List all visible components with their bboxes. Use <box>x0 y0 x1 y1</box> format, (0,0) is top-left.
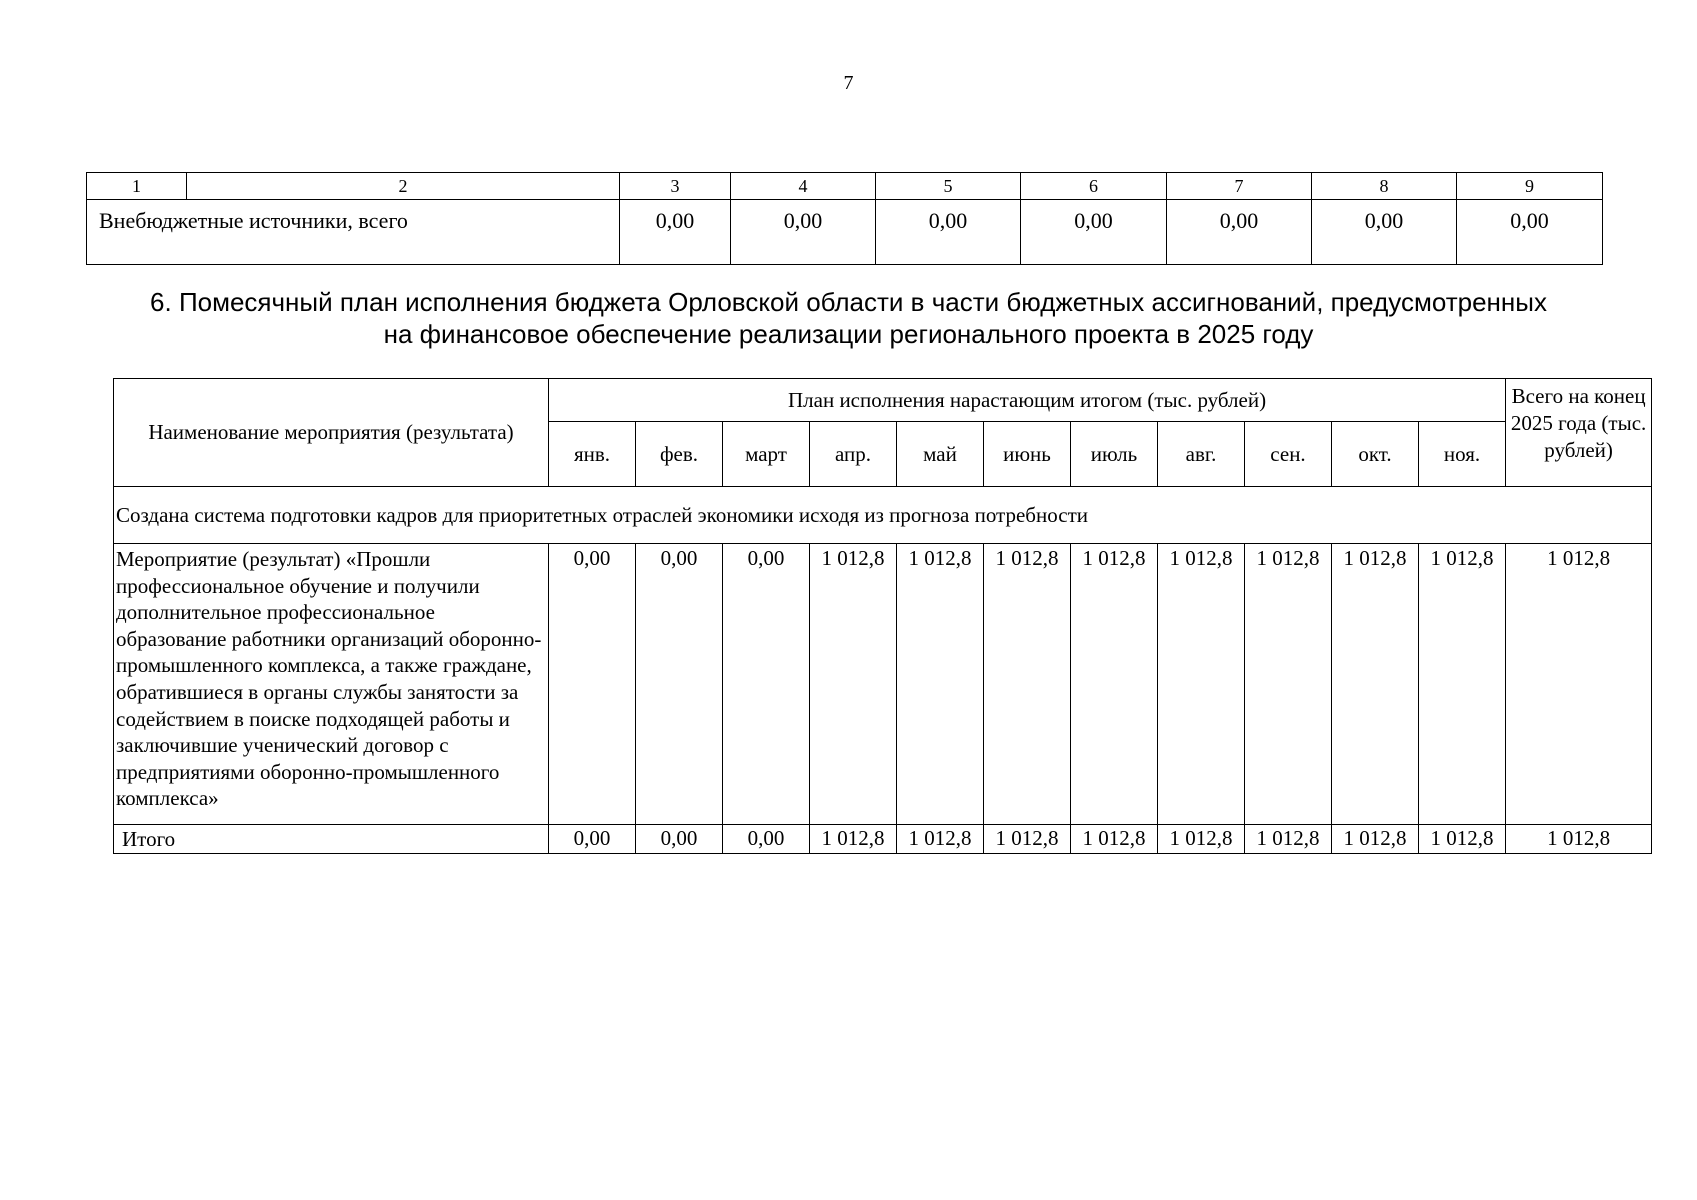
header-name: Наименование мероприятия (результата) <box>114 379 549 487</box>
table-cell: 0,00 <box>876 200 1021 265</box>
column-number: 3 <box>620 173 731 200</box>
month-header: март <box>723 422 810 487</box>
item-name: Мероприятие (результат) «Прошли профессиональное обучение и получили дополнительное профессиональное образование работники организаций оборонно-промышленного комплекса, а также граждане, обратившиеся в органы службы занятости за содействием в поиске подходящей работы и заключившие ученический договор с предприятиями оборонно-промышленного комплекса» <box>114 544 549 825</box>
table-cell: 1 012,8 <box>897 544 984 825</box>
month-header: май <box>897 422 984 487</box>
table-cell: 0,00 <box>723 824 810 853</box>
month-header: янв. <box>549 422 636 487</box>
table-cell: 0,00 <box>549 824 636 853</box>
table-cell-total: 1 012,8 <box>1506 544 1652 825</box>
table-cell: 0,00 <box>723 544 810 825</box>
table-cell: 1 012,8 <box>984 544 1071 825</box>
table-cell: 1 012,8 <box>984 824 1071 853</box>
total-row <box>114 824 1652 853</box>
table-cell: 1 012,8 <box>1158 824 1245 853</box>
table-cell: 1 012,8 <box>1419 544 1506 825</box>
extrabudgetary-row <box>87 200 1603 265</box>
column-number: 1 <box>87 173 187 200</box>
month-header: авг. <box>1158 422 1245 487</box>
month-header: июль <box>1071 422 1158 487</box>
table-cell: 1 012,8 <box>810 824 897 853</box>
table-cell: 1 012,8 <box>1332 544 1419 825</box>
month-header: июнь <box>984 422 1071 487</box>
table-cell: 0,00 <box>636 824 723 853</box>
table-cell: 1 012,8 <box>897 824 984 853</box>
table-cell: 0,00 <box>1312 200 1457 265</box>
page-number: 7 <box>843 72 854 94</box>
table-cell: 1 012,8 <box>1071 544 1158 825</box>
table-cell: 0,00 <box>549 544 636 825</box>
table-cell: 1 012,8 <box>810 544 897 825</box>
month-header: окт. <box>1332 422 1419 487</box>
table-cell: 0,00 <box>1457 200 1603 265</box>
monthly-plan-table <box>113 378 1652 854</box>
column-number: 6 <box>1021 173 1167 200</box>
table-cell: 1 012,8 <box>1071 824 1158 853</box>
header-plan: План исполнения нарастающим итогом (тыс. рублей) <box>549 379 1506 422</box>
table-cell: 0,00 <box>636 544 723 825</box>
section-row <box>114 487 1652 544</box>
section-title-line: 6. Помесячный план исполнения бюджета Орловской области в части бюджетных ассигнований, предусмотренных <box>150 287 1547 317</box>
column-number-row <box>87 173 1603 200</box>
month-header: фев. <box>636 422 723 487</box>
table-cell: 1 012,8 <box>1245 544 1332 825</box>
funding-sources-table <box>86 172 1603 265</box>
section-title-line: на финансовое обеспечение реализации регионального проекта в 2025 году <box>383 319 1314 349</box>
column-number: 5 <box>876 173 1021 200</box>
table-cell: 0,00 <box>1167 200 1312 265</box>
table-cell: 0,00 <box>731 200 876 265</box>
table-cell-total: 1 012,8 <box>1506 824 1652 853</box>
month-header: апр. <box>810 422 897 487</box>
table-cell: 1 012,8 <box>1419 824 1506 853</box>
header-row <box>114 379 1652 422</box>
table-row <box>114 544 1652 825</box>
month-header: сен. <box>1245 422 1332 487</box>
table-cell: 1 012,8 <box>1332 824 1419 853</box>
total-label: Итого <box>114 824 549 853</box>
column-number: 4 <box>731 173 876 200</box>
column-number: 9 <box>1457 173 1603 200</box>
column-number: 7 <box>1167 173 1312 200</box>
column-number: 2 <box>187 173 620 200</box>
row-label: Внебюджетные источники, всего <box>87 200 620 265</box>
table-cell: 1 012,8 <box>1245 824 1332 853</box>
section-label: Создана система подготовки кадров для приоритетных отраслей экономики исходя из прогноза потребности <box>114 487 1652 544</box>
column-number: 8 <box>1312 173 1457 200</box>
section-title <box>0 286 1697 350</box>
month-header: ноя. <box>1419 422 1506 487</box>
table-cell: 0,00 <box>620 200 731 265</box>
table-cell: 1 012,8 <box>1158 544 1245 825</box>
header-total: Всего на конец 2025 года (тыс. рублей) <box>1506 379 1652 487</box>
table-cell: 0,00 <box>1021 200 1167 265</box>
